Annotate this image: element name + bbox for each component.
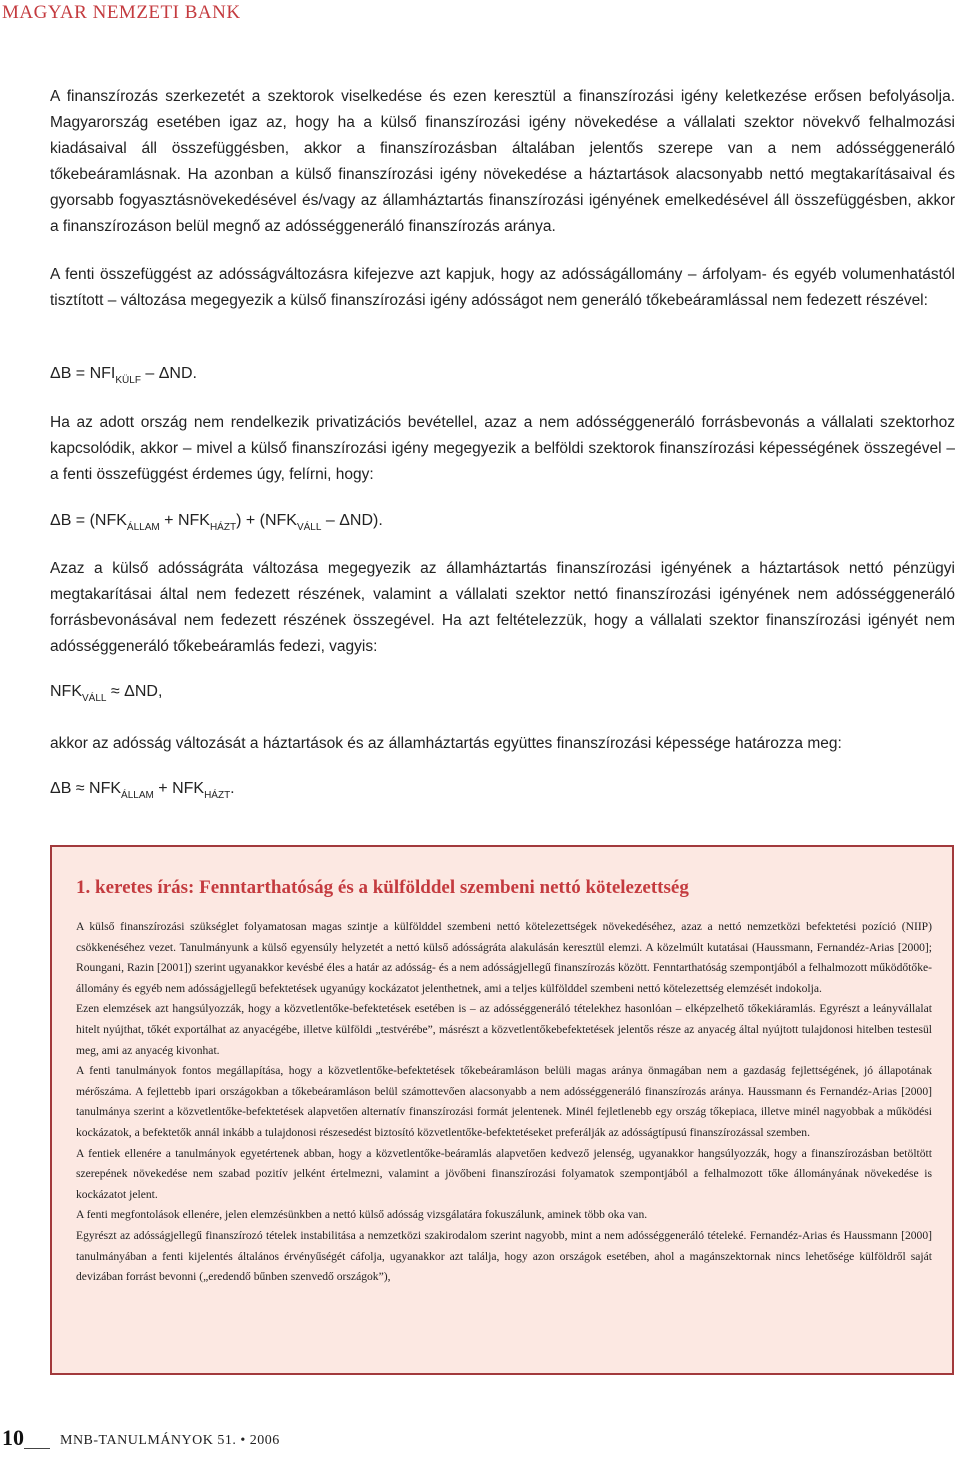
page-number: 10 [2, 1425, 24, 1450]
boxed-insert [50, 845, 954, 1375]
equation-3-sub-a: VÁLL [82, 693, 107, 704]
equation-4-part-b: + NFK [153, 780, 205, 797]
equation-1-sub-a: KÜLF [115, 375, 141, 386]
equation-2-part-a: ΔB = (NFK [50, 512, 127, 529]
equation-1-part-a: ΔB = NFI [50, 365, 116, 382]
paragraph-2-text: A fenti összefüggést az adósságváltozásra kifejezve azt kapjuk, hogy az adósságállomány – árfolyam- és egyéb volumenhatástól tisztított – változása megegyezik a külső finanszírozási igény adósságot nem generáló tőkebeáramlással nem fedezett részével: [50, 266, 955, 309]
equation-3-part-a: NFK [50, 683, 82, 700]
paragraph-5 [50, 731, 955, 757]
footer-publication: MNB-TANULMÁNYOK 51. • 2006 [60, 1433, 280, 1448]
equation-2-sub-b: HÁZT [209, 522, 237, 533]
equation-4-part-c: . [230, 780, 235, 797]
equation-3-part-b: ≈ ΔND, [106, 683, 163, 700]
box-paragraph: Egyrészt az adósságjellegű finanszírozó tételek instabilitása a nemzetközi szakirodalom szerint nagyobb, mint a nem adósséggeneráló tételeké. Fernandéz-Arias és Haussmann [2000] tanulmányában a fenti kijelentés általános érvényűségét cáfolja, ugyanakkor azt találja, hogy azon országok esetében, ahol a magánszektornak nincs lehetősége külföldről saját devizában forrást bevonni („eredendő bűnben szenvedő országok”), [76, 1228, 932, 1284]
paragraph-2 [50, 262, 955, 314]
box-body [76, 917, 932, 1288]
box-paragraph: A fenti tanulmányok fontos megállapítása, hogy a közvetlentőke-befektetések tőkebeáramláson belüli magas aránya önmagában nem a gazdaság fejlettségének, jó állapotának mérőszáma. A fejlettebb ipari országokban a tőkebeáramláson belül számottevően alacsonyabb a nem adósséggeneráló finanszírozás aránya. Haussmann és Fernandéz-Arias [2000] tanulmánya szerint a közvetlentőke-befektetések alapvetően alternatív finanszírozási formát jelentenek. Minél fejletlenebb egy ország tőkepiaca, illetve minél nagyobbak a működési kockázatok, a befektetők annál inkább a tulajdonosi részesedést biztosító közvetlentőke-befektetéseket preferálják az adósságtípusú finanszírozással szemben. [76, 1064, 932, 1139]
equation-2-sub-a: ÁLLAM [126, 522, 160, 533]
equation-3 [50, 683, 162, 704]
box-title: 1. keretes írás: Fenntarthatóság és a külfölddel szembeni nettó kötelezettség [76, 877, 689, 898]
paragraph-3-text: Ha az adott ország nem rendelkezik privatizációs bevétellel, azaz a nem adósséggeneráló forrásbevonás a vállalati szektorhoz kapcsolódik, akkor – mivel a külső finanszírozási igény megegyezik a belföldi szektorok finanszírozási képességének összegével – a fenti összefüggést érdemes úgy, felírni, hogy: [50, 414, 955, 483]
paragraph-1-text: A finanszírozás szerkezetét a szektorok viselkedése és ezen keresztül a finanszírozási igény keletkezése erősen befolyásolja. Magyarország esetében igaz az, hogy ha a külső finanszírozási igény növekedése a vállalati szektor növekvő felhalmozási kiadásaival áll összefüggésben, akkor a finanszírozásban általában jelentős szerepe van a nem adósséggeneráló tőkebeáramlásnak. Ha azonban a külső finanszírozási igény növekedése a háztartások alacsonyabb nettó megtakarításaival és gyorsabb fogyasztásnövekedésével és/vagy az államháztartás finanszírozási igényének emelkedésével áll összefüggésben, akkor a finanszírozáson belül megnő az adósséggeneráló finanszírozás aránya. [50, 88, 955, 235]
equation-4-sub-a: ÁLLAM [121, 790, 154, 801]
box-paragraph: Ezen elemzések azt hangsúlyozzák, hogy a közvetlentőke-befektetések esetében is – az adósséggeneráló tételekhez hasonlóan – elképzelhető tőkekiáramlás. Egyrészt a leányvállalat hitelt nyújthat, tőkét exportálhat az anyacégébe, illetve külföldi „testvérébe”, másrészt a közvetlentőkebefektetések jelentős része az anyacég által nyújtott tulajdonosi hitelben testesül meg, ami az anyacég kivonhat. [76, 1002, 932, 1057]
equation-2-part-d: – ΔND). [321, 512, 383, 529]
page-header: MAGYAR NEMZETI BANK [2, 2, 241, 23]
equation-2 [50, 512, 383, 533]
equation-2-part-b: + NFK [159, 512, 210, 529]
paragraph-4 [50, 556, 955, 660]
equation-2-sub-c: VÁLL [296, 522, 322, 533]
box-paragraph: A fentiek ellenére a tanulmányok egyetértenek abban, hogy a közvetlentőke-beáramlás alapvetően kedvező jelenség, ugyanakkor hangsúlyozzák, hogy a finanszírozásban betöltött szerepének növekedése nem szabad pozitív jelként értelmezni, valamint a jövőbeni finanszírozási folyamatok szempontjából a felhalmozott tőke állományának növekedése is kockázatot jelent. [76, 1146, 932, 1201]
paragraph-1 [50, 84, 955, 240]
footer-rule [24, 1448, 50, 1449]
equation-4-part-a: ΔB ≈ NFK [50, 780, 122, 797]
paragraph-5-text: akkor az adósság változását a háztartások és az államháztartás együttes finanszírozási képessége határozza meg: [50, 735, 842, 752]
equation-4-sub-b: HÁZT [204, 790, 231, 801]
box-paragraph: A fenti megfontolások ellenére, jelen elemzésünkben a nettó külső adósság vizsgálatára fokuszálunk, aminek több oka van. [76, 1208, 648, 1222]
equation-4 [50, 780, 235, 801]
equation-2-part-c: ) + (NFK [236, 512, 297, 529]
box-paragraph: A külső finanszírozási szükséglet folyamatosan magas szintje a külfölddel szembeni nettó kötelezettségek növekedéséhez, azaz a nettó nemzetközi befektetési pozíció (NIIP) csökkenéséhez vezet. Tanulmányunk a külső egyensúly helyzetét a nettó külső adósságráta alakulásán keresztül elemzi. A közelmúlt kutatásai (Haussmann, Fernandéz-Arias [2000]; Roungani, Razin [2001]) szerint ugyanakkor kevésbé éles a határ az adósság- és a nem adósságjellegű finanszírozás között. Fenntarthatóság szempontjából a felhalmozott működőtőke-állomány és egyéb nem adósságjellegű befektetések ugyanúgy kockázatot jelenthetnek, ami a teljes külfölddel szembeni nettó kötelezettség elemzését indokolja. [76, 920, 932, 995]
paragraph-4-text: Azaz a külső adósságráta változása megegyezik az államháztartás finanszírozási igényének a háztartások nettó pénzügyi megtakarításai által nem fedezett részének, valamint a vállalati szektor nettó finanszírozási igényének nem adósséggeneráló forrásbevonásával nem fedezett részének összegével. Ha azt feltételezzük, hogy a vállalati szektor finanszírozási igényét nem adósséggeneráló tőkebeáramlás fedezi, vagyis: [50, 560, 955, 655]
equation-1 [50, 365, 197, 386]
paragraph-3 [50, 410, 955, 488]
equation-1-part-b: – ΔND. [140, 365, 197, 382]
